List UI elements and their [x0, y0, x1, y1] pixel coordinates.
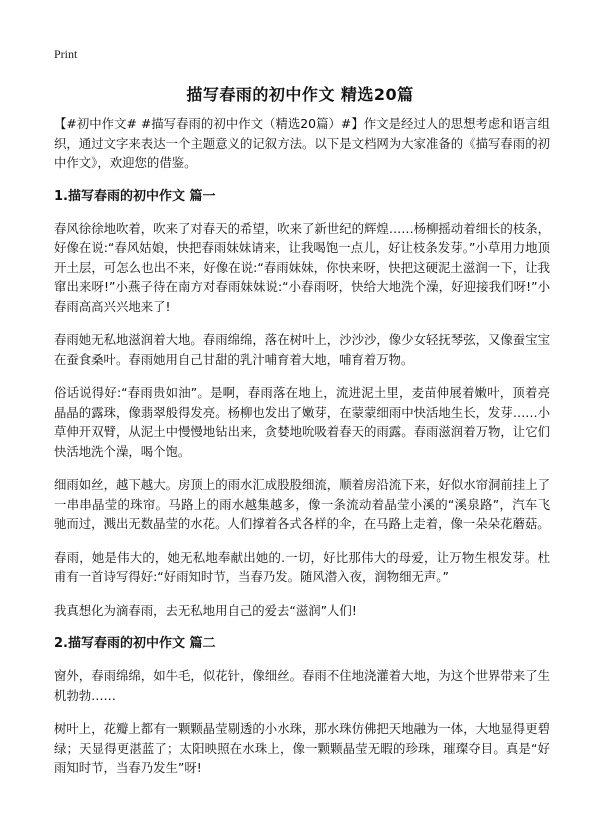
- intro-paragraph: 【#初中作文# #描写春雨的初中作文（精选20篇）#】作文是经过人的思想考虑和语言组织，通过文字来表达一个主题意义的记叙方法。以下是文档网为大家准备的《描写春雨的初中作文》，欢迎您的借鉴。: [54, 116, 550, 170]
- section-2-paragraph: 窗外，春雨绵绵，如牛毛，似花针，像细丝。春雨不住地浇灌着大地，为这个世界带来了生机勃勃……: [54, 668, 550, 703]
- section-2-paragraph: 树叶上，花瓣上都有一颗颗晶莹剔透的小水珠，那水珠仿佛把天地融为一体，大地显得更碧绿；天显得更湛蓝了；太阳映照在水珠上，像一颗颗晶莹无暇的珍珠，璀璨夺目。真是“好雨知时节，当春乃发生”呀!: [54, 721, 550, 775]
- section-heading-2: 2.描写春雨的初中作文 篇二: [54, 636, 216, 651]
- section-1-paragraph: 春雨，她是伟大的，她无私地奉献出她的.一切，好比那伟大的母爱，让万物生根发芽。杜甫有一首诗写得好:“好雨知时节，当春乃发。随风潜入夜，润物细无声。”: [54, 549, 550, 584]
- document-title: 描写春雨的初中作文 精选20篇: [186, 85, 414, 104]
- print-label: Print: [54, 47, 78, 61]
- section-heading-1: 1.描写春雨的初中作文 篇一: [54, 188, 216, 204]
- document-body: [54, 114, 550, 792]
- section-1-paragraph: 春雨她无私地滋润着大地。春雨绵绵，落在树叶上，沙沙沙，像少女轻抚琴弦，又像蚕宝宝在蚕食桑叶。春雨她用自己甘甜的乳汁哺育着大地，哺育着万物。: [54, 332, 550, 367]
- section-1-paragraph: 俗话说得好:“春雨贵如油”。是啊，春雨落在地上，流进泥土里，麦苗伸展着嫩叶，顶着亮晶晶的露珠，像翡翠般得发亮。杨柳也发出了嫩芽，在蒙蒙细雨中快活地生长，发芽……小草伸开双臂，从泥土中慢慢地钻出来，贪婪地吮吸着春天的雨露。春雨滋润着万物，让它们快活地洗个澡，喝个饱。: [54, 385, 550, 459]
- section-1-paragraph: 春风徐徐地吹着，吹来了对春天的希望，吹来了新世纪的辉煌……杨柳摇动着细长的枝条，好像在说:“春风姑娘，快把春雨妹妹请来，让我喝饱一点儿，好让枝条发芽。”小草用力地顶开土层，可怎么也出不来，好像在说:“春雨妹妹，你快来呀，快把这硬泥土滋润一下，让我窜出来呀!”小燕子待在南方对春雨妹妹说:“小春雨呀，快给大地洗个澡，好迎接我们呀!”小春雨高高兴兴地来了!: [54, 220, 550, 314]
- section-1-paragraph: 细雨如丝，越下越大。房顶上的雨水汇成股股细流，顺着房沿流下来，好似水帘洞前挂上了一串串晶莹的珠帘。马路上的雨水越集越多，像一条流动着晶莹小溪的“溪泉路”，汽车飞驰而过，溅出无数晶莹的水花。人们撑着各式各样的伞，在马路上走着，像一朵朵花蘑菇。: [54, 477, 550, 531]
- section-1-paragraph: 我真想化为滴春雨，去无私地用自己的爱去“滋润”人们!: [54, 602, 357, 618]
